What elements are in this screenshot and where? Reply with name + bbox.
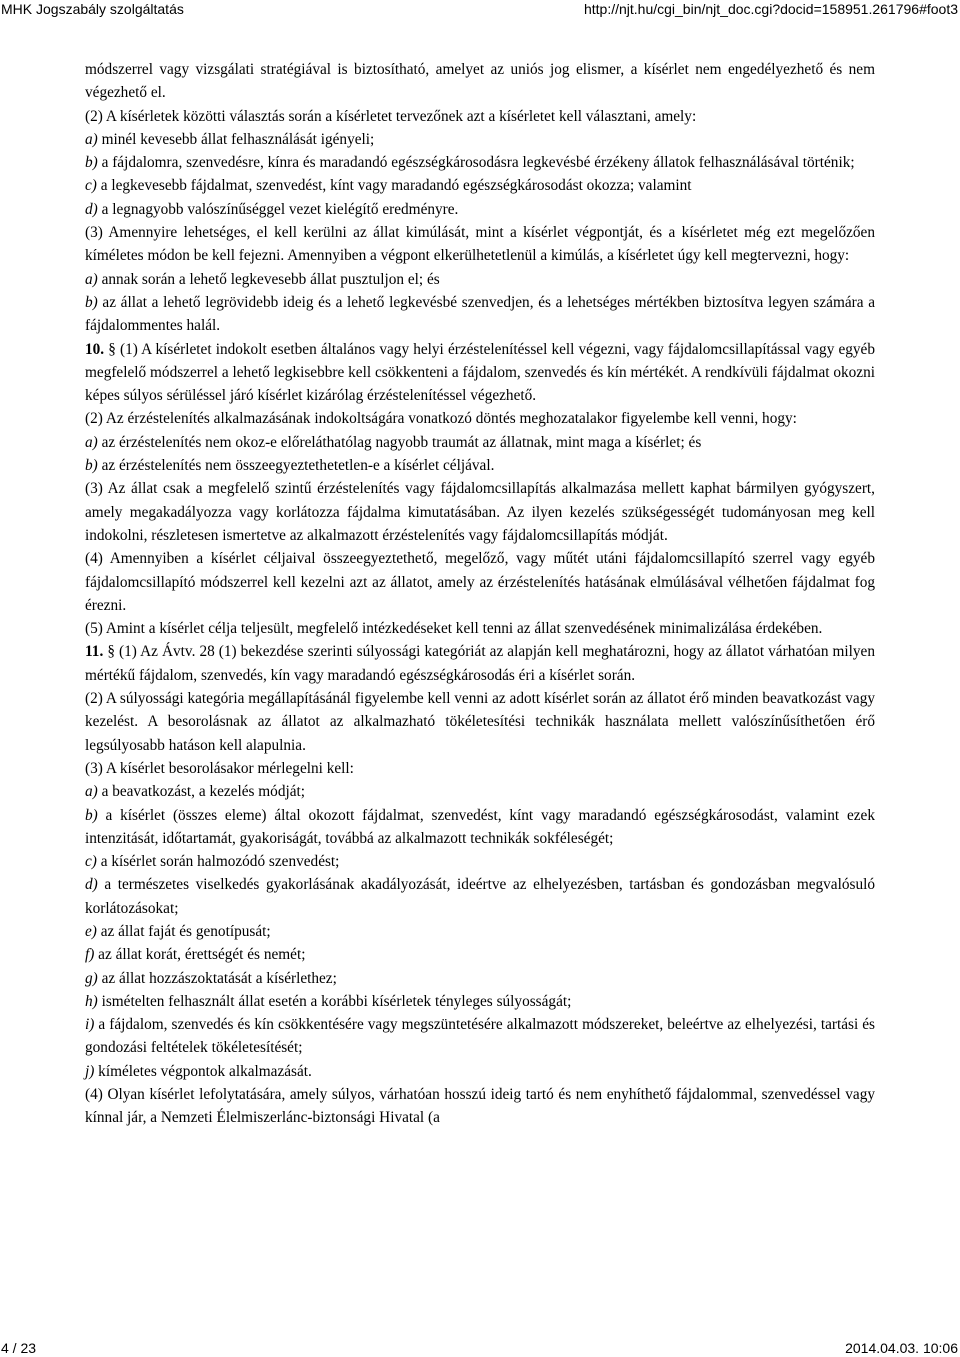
item-mark: b) [85, 457, 98, 475]
item-text: az érzéstelenítés nem okoz-e előreláthatólag nagyobb traumát az állatnak, mint maga a kísérlet; és [97, 433, 702, 451]
section-text: § (1) Az Ávtv. 28 (1) bekezdése szerinti súlyossági kategóriát az alapján kell meghatározni, hogy az állatot várhatóan milyen mértékű fájdalom, szenvedés, kín vagy maradandó egészségkárosodás éri a kísérlet során. [85, 643, 875, 684]
item-mark: a) [85, 130, 98, 148]
item-mark: j) [85, 1062, 95, 1080]
paragraph: (3) A kísérlet besorolásakor mérlegelni kell: [85, 759, 354, 777]
paragraph: (2) Az érzéstelenítés alkalmazásának indokoltságára vonatkozó döntés meghozatalakor figyelembe kell venni, hogy: [85, 410, 797, 428]
list-item [85, 804, 875, 851]
section-text: § (1) A kísérletet indokolt esetben általános vagy helyi érzéstelenítéssel kell végezni, vagy fájdalomcsillapítással vagy egyéb megfelelő módszerrel a lehető legkisebbre kell csökkenteni a fájdalom, szenvedés és kín mértékét. A rendkívüli fájdalmat okozni képes súlyos sérüléssel járó kísérlet kizárólag érzéstelenítéssel végezhető. [85, 340, 875, 405]
paragraph: (2) A súlyossági kategória megállapításánál figyelembe kell venni az adott kísérlet során az állatot érő minden beavatkozást vagy kezelést. A besorolásnak az állatot az alkalmazható tökéletesítési technikák használata mellett valószínűsíthetően érő legsúlyosabb hatáson kell alapulnia. [85, 690, 875, 754]
list-item [85, 431, 875, 454]
list-item [85, 850, 875, 873]
paragraph: (2) A kísérletek közötti választás során a kísérletet tervezőnek azt a kísérletet kell választani, amely: [85, 107, 697, 125]
item-text: az állat a lehető legrövidebb ideig és a lehető legkevésbé szenvedjen, és a lehetséges mértékben biztosítva legyen számára a fájdalommentes halál. [85, 293, 875, 335]
item-text: a fájdalomra, szenvedésre, kínra és maradandó egészségkárosodásra legkevésbé érzékeny állatok felhasználásával történik; [97, 154, 855, 172]
item-mark: b) [85, 154, 98, 172]
item-mark: a) [85, 783, 98, 801]
list-item [85, 454, 875, 477]
item-text: az állat korát, érettségét és nemét; [94, 946, 306, 964]
item-text: a legkevesebb fájdalmat, szenvedést, kínt vagy maradandó egészségkárosodást okozza; valamint [96, 177, 692, 195]
item-mark: h) [85, 992, 98, 1010]
list-item [85, 967, 875, 990]
list-item [85, 943, 875, 966]
paragraph: (4) Olyan kísérlet lefolytatására, amely súlyos, várhatóan hosszú ideig tartó és nem enyhíthető fájdalommal, szenvedéssel vagy kínnal jár, a Nemzeti Élelmiszerlánc-biztonsági Hivatal (a [85, 1086, 875, 1127]
item-text: a fájdalom, szenvedés és kín csökkentésére vagy megszüntetésére alkalmazott módszereket, beleértve az elhelyezési, tartási és gondozási feltételek tökéletesítését; [85, 1016, 875, 1057]
item-mark: f) [85, 946, 95, 964]
item-text: minél kevesebb állat felhasználását igényeli; [97, 130, 375, 148]
paragraph: módszerrel vagy vizsgálati stratégiával is biztosítható, amelyet az uniós jog elismer, a kísérlet nem engedélyezhető és nem végezhető el. [85, 61, 875, 102]
item-text: a legnagyobb valószínűséggel vezet kielégítő eredményre. [97, 200, 459, 218]
list-item [85, 268, 875, 291]
print-timestamp: 2014.04.03. 10:06 [845, 1340, 958, 1356]
item-text: ismételten felhasznált állat esetén a korábbi kísérletek tényleges súlyosságát; [97, 992, 572, 1010]
document-body [85, 58, 875, 1130]
item-text: a természetes viselkedés gyakorlásának akadályozását, ideértve az elhelyezésben, tartásban és gondozásban megvalósuló korlátozásokat; [85, 876, 875, 917]
list-item [85, 920, 875, 943]
item-text: az érzéstelenítés nem összeegyeztethetetlen-e a kísérlet céljával. [97, 457, 495, 475]
item-mark: c) [85, 853, 97, 871]
page-number: 4 / 23 [1, 1340, 37, 1356]
item-mark: a) [85, 433, 98, 451]
item-mark: g) [85, 969, 98, 987]
list-item [85, 1013, 875, 1060]
list-item [85, 780, 875, 803]
section-paragraph [85, 640, 875, 687]
section-number: 10. [85, 340, 105, 358]
item-text: a kísérlet során halmozódó szenvedést; [96, 853, 340, 871]
section-paragraph [85, 338, 875, 408]
item-text: a beavatkozást, a kezelés módját; [97, 783, 306, 801]
item-text: annak során a lehető legkevesebb állat pusztuljon el; és [97, 270, 440, 288]
list-item [85, 291, 875, 338]
item-text: kíméletes végpontok alkalmazását. [94, 1062, 312, 1080]
item-mark: c) [85, 177, 97, 195]
header-source-title: MHK Jogszabály szolgáltatás [1, 1, 184, 17]
paragraph: (5) Amint a kísérlet célja teljesült, megfelelő intézkedéseket kell tenni az állat szenvedésének minimalizálása érdekében. [85, 620, 823, 638]
item-mark: d) [85, 876, 98, 894]
item-text: az állat faját és genotípusát; [96, 922, 271, 940]
item-mark: b) [85, 806, 98, 824]
page-header [0, 1, 960, 19]
list-item [85, 151, 875, 174]
item-text: a kísérlet (összes eleme) által okozott fájdalmat, szenvedést, kínt vagy maradandó egészségkárosodást, valamint ezek intenzitását, időtartamát, gyakoriságát, továbbá az alkalmazott technikák sokféleségét; [85, 806, 875, 847]
section-number: 11. [85, 643, 104, 661]
page-footer [0, 1340, 960, 1356]
paragraph: (4) Amennyiben a kísérlet céljaival összeegyeztethető, megelőző, vagy műtét utáni fájdalomcsillapító szerrel vagy egyéb fájdalomcsillapító módszerrel kell kezelni azt az állatot, amely az érzéstelenítés hatásának elmúlásával vélhetően fájdalmat fog érezni. [85, 550, 875, 614]
item-mark: b) [85, 293, 98, 311]
list-item [85, 128, 875, 151]
list-item [85, 873, 875, 920]
paragraph: (3) Amennyire lehetséges, el kell kerülni az állat kimúlását, mint a kísérlet végpontját, és a kísérletet még ezt megelőzően kíméletes módon be kell fejezni. Amennyiben a végpont elkerülhetetlenül a kimúlás, a kísérletet úgy kell megtervezni, hogy: [85, 224, 875, 265]
list-item [85, 174, 875, 197]
paragraph: (3) Az állat csak a megfelelő szintű érzéstelenítés vagy fájdalomcsillapítás alkalmazása mellett kaphat bármilyen gyógyszert, amely megakadályozza vagy korlátozza fájdalma kimutatásában. Az ilyen kezelés szükségességét tudományosan meg kell indokolni, részletesen ismertetve az alkalmazott érzéstelenítés vagy fájdalomcsillapítás módját. [85, 480, 875, 544]
header-url: http://njt.hu/cgi_bin/njt_doc.cgi?docid=158951.261796#foot3 [583, 1, 958, 17]
list-item [85, 1060, 875, 1083]
list-item [85, 990, 875, 1013]
list-item [85, 198, 875, 221]
item-mark: e) [85, 922, 97, 940]
item-text: az állat hozzászoktatását a kísérlethez; [97, 969, 337, 987]
item-mark: i) [85, 1016, 95, 1034]
item-mark: d) [85, 200, 98, 218]
item-mark: a) [85, 270, 98, 288]
